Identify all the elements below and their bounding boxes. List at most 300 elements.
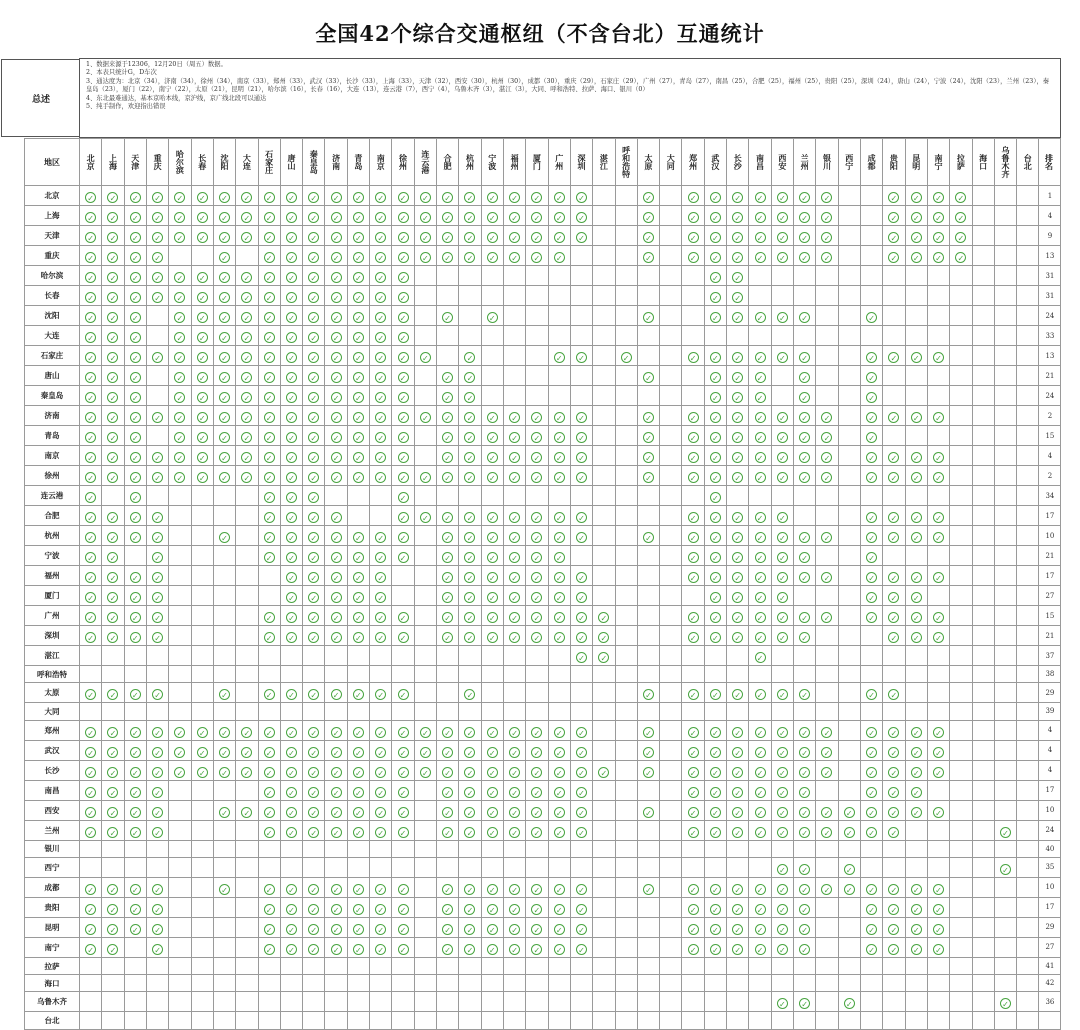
check-icon: ✓ bbox=[643, 727, 654, 738]
connection-cell bbox=[905, 426, 927, 446]
connection-cell bbox=[1017, 917, 1039, 937]
connection-cell bbox=[258, 646, 280, 666]
check-icon: ✓ bbox=[398, 904, 409, 915]
connection-cell bbox=[146, 566, 168, 586]
check-icon: ✓ bbox=[353, 372, 364, 383]
check-icon: ✓ bbox=[130, 924, 141, 935]
check-icon: ✓ bbox=[174, 412, 185, 423]
connection-cell bbox=[838, 586, 860, 606]
check-icon: ✓ bbox=[353, 924, 364, 935]
connection-cell bbox=[704, 897, 726, 917]
connection-cell bbox=[615, 526, 637, 546]
rank-cell: 21 bbox=[1039, 546, 1061, 566]
check-icon: ✓ bbox=[420, 232, 431, 243]
connection-cell bbox=[325, 586, 347, 606]
connection-cell bbox=[280, 917, 302, 937]
connection-cell bbox=[972, 546, 994, 566]
connection-cell bbox=[459, 366, 481, 386]
connection-cell bbox=[347, 740, 369, 760]
check-icon: ✓ bbox=[777, 998, 788, 1009]
connection-cell bbox=[325, 606, 347, 626]
connection-cell bbox=[637, 606, 659, 626]
table-row bbox=[25, 386, 1061, 406]
connection-cell bbox=[972, 526, 994, 546]
connection-cell bbox=[213, 346, 235, 366]
connection-cell bbox=[727, 526, 749, 546]
connection-cell bbox=[994, 486, 1016, 506]
connection-cell bbox=[927, 186, 949, 206]
connection-cell bbox=[414, 857, 436, 877]
check-icon: ✓ bbox=[509, 232, 520, 243]
connection-cell bbox=[615, 546, 637, 566]
connection-cell bbox=[303, 975, 325, 992]
check-icon: ✓ bbox=[688, 727, 699, 738]
connection-cell bbox=[816, 486, 838, 506]
connection-cell bbox=[146, 897, 168, 917]
row-header: 徐州 bbox=[25, 466, 80, 486]
connection-cell bbox=[80, 703, 102, 720]
connection-cell bbox=[258, 820, 280, 840]
connection-cell bbox=[704, 683, 726, 703]
connection-cell bbox=[213, 877, 235, 897]
check-icon: ✓ bbox=[241, 372, 252, 383]
connection-cell bbox=[548, 326, 570, 346]
connection-cell bbox=[883, 917, 905, 937]
connection-cell bbox=[303, 566, 325, 586]
connection-cell bbox=[258, 703, 280, 720]
check-icon: ✓ bbox=[911, 747, 922, 758]
check-icon: ✓ bbox=[710, 884, 721, 895]
check-icon: ✓ bbox=[353, 572, 364, 583]
column-header: 上海 bbox=[102, 139, 124, 186]
connection-cell bbox=[660, 820, 682, 840]
check-icon: ✓ bbox=[264, 689, 275, 700]
connection-cell bbox=[682, 800, 704, 820]
connection-cell bbox=[437, 760, 459, 780]
connection-cell bbox=[727, 386, 749, 406]
row-header: 上海 bbox=[25, 206, 80, 226]
connection-cell bbox=[258, 800, 280, 820]
check-icon: ✓ bbox=[353, 432, 364, 443]
check-icon: ✓ bbox=[643, 747, 654, 758]
connection-cell bbox=[615, 760, 637, 780]
connection-cell bbox=[414, 366, 436, 386]
check-icon: ✓ bbox=[107, 924, 118, 935]
connection-cell bbox=[660, 975, 682, 992]
connection-cell bbox=[704, 720, 726, 740]
connection-cell bbox=[124, 586, 146, 606]
connection-cell bbox=[593, 386, 615, 406]
connection-cell bbox=[280, 446, 302, 466]
check-icon: ✓ bbox=[219, 532, 230, 543]
check-icon: ✓ bbox=[598, 632, 609, 643]
check-icon: ✓ bbox=[464, 827, 475, 838]
connection-cell bbox=[749, 975, 771, 992]
connection-cell bbox=[102, 226, 124, 246]
connection-cell bbox=[838, 877, 860, 897]
check-icon: ✓ bbox=[398, 212, 409, 223]
connection-cell bbox=[927, 1012, 949, 1029]
check-icon: ✓ bbox=[799, 532, 810, 543]
check-icon: ✓ bbox=[888, 212, 899, 223]
check-icon: ✓ bbox=[732, 472, 743, 483]
connection-cell bbox=[682, 466, 704, 486]
connection-cell bbox=[816, 917, 838, 937]
connection-cell bbox=[102, 206, 124, 226]
connection-cell bbox=[146, 760, 168, 780]
connection-cell bbox=[950, 266, 972, 286]
check-icon: ✓ bbox=[398, 492, 409, 503]
connection-cell bbox=[80, 760, 102, 780]
connection-cell bbox=[727, 683, 749, 703]
connection-cell bbox=[325, 840, 347, 857]
connection-cell bbox=[883, 206, 905, 226]
connection-cell bbox=[570, 186, 592, 206]
connection-cell bbox=[570, 683, 592, 703]
connection-cell bbox=[749, 840, 771, 857]
connection-cell bbox=[258, 840, 280, 857]
check-icon: ✓ bbox=[353, 212, 364, 223]
connection-cell bbox=[102, 740, 124, 760]
check-icon: ✓ bbox=[866, 767, 877, 778]
row-header: 郑州 bbox=[25, 720, 80, 740]
check-icon: ✓ bbox=[598, 612, 609, 623]
connection-cell bbox=[883, 975, 905, 992]
check-icon: ✓ bbox=[576, 472, 587, 483]
check-icon: ✓ bbox=[152, 924, 163, 935]
column-header: 哈尔滨 bbox=[169, 139, 191, 186]
check-icon: ✓ bbox=[866, 432, 877, 443]
connection-cell bbox=[794, 917, 816, 937]
connection-cell bbox=[236, 646, 258, 666]
connection-cell bbox=[883, 346, 905, 366]
connection-cell bbox=[191, 897, 213, 917]
connection-cell bbox=[927, 840, 949, 857]
connection-cell bbox=[437, 820, 459, 840]
check-icon: ✓ bbox=[643, 312, 654, 323]
check-icon: ✓ bbox=[643, 412, 654, 423]
connection-cell bbox=[459, 446, 481, 466]
connection-cell bbox=[236, 877, 258, 897]
connection-cell bbox=[727, 586, 749, 606]
connection-cell bbox=[794, 566, 816, 586]
check-icon: ✓ bbox=[152, 632, 163, 643]
check-icon: ✓ bbox=[732, 292, 743, 303]
check-icon: ✓ bbox=[308, 412, 319, 423]
connection-cell bbox=[994, 720, 1016, 740]
connection-cell bbox=[660, 226, 682, 246]
connection-cell bbox=[124, 703, 146, 720]
connection-cell bbox=[994, 975, 1016, 992]
check-icon: ✓ bbox=[308, 944, 319, 955]
connection-cell bbox=[749, 546, 771, 566]
connection-cell bbox=[570, 346, 592, 366]
connection-cell bbox=[414, 626, 436, 646]
connection-cell bbox=[213, 760, 235, 780]
connection-cell bbox=[771, 957, 793, 974]
connection-cell bbox=[526, 566, 548, 586]
check-icon: ✓ bbox=[911, 252, 922, 263]
connection-cell bbox=[325, 506, 347, 526]
check-icon: ✓ bbox=[732, 727, 743, 738]
row-header: 哈尔滨 bbox=[25, 266, 80, 286]
check-icon: ✓ bbox=[576, 612, 587, 623]
connection-cell bbox=[213, 780, 235, 800]
column-header: 连云港 bbox=[414, 139, 436, 186]
connection-cell bbox=[392, 386, 414, 406]
connection-cell bbox=[727, 917, 749, 937]
connection-cell bbox=[236, 206, 258, 226]
check-icon: ✓ bbox=[777, 352, 788, 363]
connection-cell bbox=[883, 646, 905, 666]
rank-cell: 1 bbox=[1039, 186, 1061, 206]
check-icon: ✓ bbox=[308, 532, 319, 543]
connection-cell bbox=[704, 760, 726, 780]
check-icon: ✓ bbox=[554, 212, 565, 223]
connection-cell bbox=[570, 366, 592, 386]
connection-cell bbox=[860, 566, 882, 586]
connection-cell bbox=[950, 857, 972, 877]
check-icon: ✓ bbox=[531, 192, 542, 203]
connection-cell bbox=[816, 206, 838, 226]
connection-cell bbox=[950, 546, 972, 566]
connection-cell bbox=[459, 526, 481, 546]
check-icon: ✓ bbox=[152, 612, 163, 623]
check-icon: ✓ bbox=[107, 452, 118, 463]
connection-cell bbox=[258, 1012, 280, 1029]
connection-cell bbox=[392, 446, 414, 466]
connection-cell bbox=[794, 466, 816, 486]
check-icon: ✓ bbox=[308, 332, 319, 343]
connection-cell bbox=[503, 506, 525, 526]
check-icon: ✓ bbox=[174, 292, 185, 303]
check-icon: ✓ bbox=[353, 352, 364, 363]
check-icon: ✓ bbox=[219, 412, 230, 423]
connection-cell bbox=[905, 246, 927, 266]
check-icon: ✓ bbox=[353, 472, 364, 483]
connection-cell bbox=[972, 246, 994, 266]
rank-cell: 31 bbox=[1039, 266, 1061, 286]
check-icon: ✓ bbox=[308, 312, 319, 323]
connection-cell bbox=[392, 246, 414, 266]
check-icon: ✓ bbox=[398, 412, 409, 423]
check-icon: ✓ bbox=[286, 924, 297, 935]
connection-cell bbox=[860, 626, 882, 646]
connection-cell bbox=[370, 266, 392, 286]
connection-cell bbox=[749, 877, 771, 897]
row-header: 西宁 bbox=[25, 857, 80, 877]
check-icon: ✓ bbox=[219, 372, 230, 383]
connection-cell bbox=[749, 466, 771, 486]
connection-cell bbox=[905, 526, 927, 546]
connection-cell bbox=[637, 917, 659, 937]
connection-cell bbox=[615, 975, 637, 992]
connection-cell bbox=[927, 226, 949, 246]
connection-cell bbox=[704, 586, 726, 606]
check-icon: ✓ bbox=[85, 372, 96, 383]
row-header: 海口 bbox=[25, 975, 80, 992]
check-icon: ✓ bbox=[688, 432, 699, 443]
check-icon: ✓ bbox=[331, 352, 342, 363]
connection-cell bbox=[526, 703, 548, 720]
connection-cell bbox=[950, 446, 972, 466]
connection-cell bbox=[749, 703, 771, 720]
connection-cell bbox=[749, 206, 771, 226]
check-icon: ✓ bbox=[152, 592, 163, 603]
table-row bbox=[25, 703, 1061, 720]
connection-cell bbox=[950, 877, 972, 897]
connection-cell bbox=[570, 306, 592, 326]
connection-cell bbox=[102, 720, 124, 740]
check-icon: ✓ bbox=[308, 372, 319, 383]
check-icon: ✓ bbox=[264, 352, 275, 363]
connection-cell bbox=[771, 820, 793, 840]
connection-cell bbox=[749, 506, 771, 526]
connection-cell bbox=[593, 877, 615, 897]
connection-cell bbox=[169, 957, 191, 974]
check-icon: ✓ bbox=[576, 352, 587, 363]
check-icon: ✓ bbox=[241, 807, 252, 818]
connection-cell bbox=[860, 740, 882, 760]
row-header: 青岛 bbox=[25, 426, 80, 446]
connection-cell bbox=[794, 366, 816, 386]
check-icon: ✓ bbox=[643, 452, 654, 463]
connection-cell bbox=[838, 566, 860, 586]
check-icon: ✓ bbox=[554, 612, 565, 623]
connection-cell bbox=[236, 346, 258, 366]
connection-cell bbox=[838, 683, 860, 703]
connection-cell bbox=[325, 566, 347, 586]
connection-cell bbox=[816, 626, 838, 646]
connection-cell bbox=[325, 306, 347, 326]
check-icon: ✓ bbox=[487, 312, 498, 323]
connection-cell bbox=[972, 446, 994, 466]
connection-cell bbox=[526, 186, 548, 206]
connection-cell bbox=[615, 366, 637, 386]
connection-cell bbox=[615, 720, 637, 740]
row-header: 杭州 bbox=[25, 526, 80, 546]
check-icon: ✓ bbox=[866, 452, 877, 463]
connection-cell bbox=[682, 760, 704, 780]
connection-cell bbox=[526, 720, 548, 740]
connection-cell bbox=[794, 760, 816, 780]
check-icon: ✓ bbox=[197, 452, 208, 463]
connection-cell bbox=[236, 466, 258, 486]
connection-cell bbox=[1017, 840, 1039, 857]
column-header: 长沙 bbox=[727, 139, 749, 186]
connection-cell bbox=[615, 857, 637, 877]
connection-cell bbox=[236, 975, 258, 992]
check-icon: ✓ bbox=[732, 612, 743, 623]
check-icon: ✓ bbox=[130, 747, 141, 758]
connection-cell bbox=[325, 937, 347, 957]
check-icon: ✓ bbox=[933, 767, 944, 778]
rank-cell: 4 bbox=[1039, 206, 1061, 226]
connection-cell bbox=[615, 957, 637, 974]
connection-cell bbox=[794, 992, 816, 1012]
check-icon: ✓ bbox=[286, 689, 297, 700]
connection-cell bbox=[1017, 326, 1039, 346]
check-icon: ✓ bbox=[107, 292, 118, 303]
connection-cell bbox=[236, 186, 258, 206]
check-icon: ✓ bbox=[331, 689, 342, 700]
check-icon: ✓ bbox=[464, 432, 475, 443]
connection-cell bbox=[727, 306, 749, 326]
column-header: 海口 bbox=[972, 139, 994, 186]
check-icon: ✓ bbox=[509, 632, 520, 643]
connection-cell bbox=[905, 703, 927, 720]
connection-cell bbox=[169, 992, 191, 1012]
connection-cell bbox=[950, 720, 972, 740]
check-icon: ✓ bbox=[576, 572, 587, 583]
connection-cell bbox=[771, 975, 793, 992]
connection-cell bbox=[80, 226, 102, 246]
connection-cell bbox=[258, 526, 280, 546]
check-icon: ✓ bbox=[688, 924, 699, 935]
connection-cell bbox=[704, 937, 726, 957]
check-icon: ✓ bbox=[398, 944, 409, 955]
connection-cell bbox=[213, 486, 235, 506]
connection-cell bbox=[213, 226, 235, 246]
check-icon: ✓ bbox=[197, 767, 208, 778]
connection-cell bbox=[637, 992, 659, 1012]
column-header: 济南 bbox=[325, 139, 347, 186]
check-icon: ✓ bbox=[911, 727, 922, 738]
check-icon: ✓ bbox=[130, 727, 141, 738]
check-icon: ✓ bbox=[107, 787, 118, 798]
connection-cell bbox=[816, 800, 838, 820]
check-icon: ✓ bbox=[531, 827, 542, 838]
connection-cell bbox=[303, 780, 325, 800]
check-icon: ✓ bbox=[710, 827, 721, 838]
connection-cell bbox=[905, 720, 927, 740]
connection-cell bbox=[236, 226, 258, 246]
connection-cell bbox=[169, 246, 191, 266]
check-icon: ✓ bbox=[353, 392, 364, 403]
check-icon: ✓ bbox=[375, 452, 386, 463]
check-icon: ✓ bbox=[821, 884, 832, 895]
connection-cell bbox=[325, 740, 347, 760]
connection-cell bbox=[437, 526, 459, 546]
connection-cell bbox=[794, 346, 816, 366]
connection-cell bbox=[682, 326, 704, 346]
connection-cell bbox=[771, 897, 793, 917]
check-icon: ✓ bbox=[286, 727, 297, 738]
check-icon: ✓ bbox=[85, 412, 96, 423]
connection-cell bbox=[816, 266, 838, 286]
column-header: 石家庄 bbox=[258, 139, 280, 186]
connection-cell bbox=[794, 626, 816, 646]
check-icon: ✓ bbox=[331, 472, 342, 483]
connection-cell bbox=[994, 877, 1016, 897]
connection-cell bbox=[994, 386, 1016, 406]
check-icon: ✓ bbox=[152, 532, 163, 543]
connection-cell bbox=[437, 626, 459, 646]
check-icon: ✓ bbox=[375, 612, 386, 623]
connection-cell bbox=[526, 446, 548, 466]
connection-cell bbox=[950, 486, 972, 506]
connection-cell bbox=[637, 800, 659, 820]
connection-cell bbox=[258, 426, 280, 446]
check-icon: ✓ bbox=[398, 252, 409, 263]
row-header: 合肥 bbox=[25, 506, 80, 526]
connection-cell bbox=[682, 606, 704, 626]
connection-cell bbox=[191, 683, 213, 703]
check-icon: ✓ bbox=[799, 452, 810, 463]
check-icon: ✓ bbox=[420, 352, 431, 363]
connection-cell bbox=[236, 917, 258, 937]
check-icon: ✓ bbox=[866, 512, 877, 523]
